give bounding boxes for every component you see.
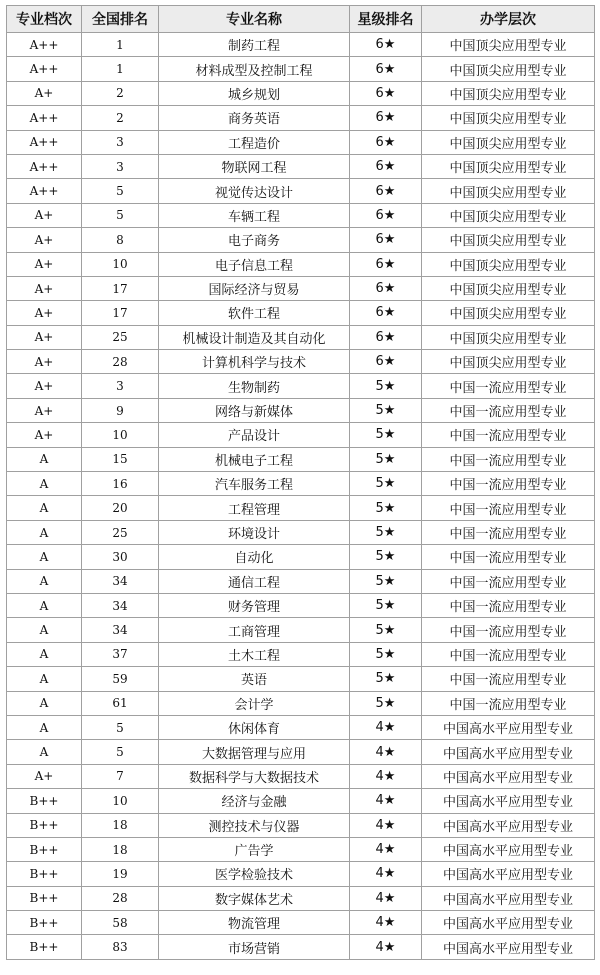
cell-level: 中国一流应用型专业	[422, 569, 595, 593]
cell-star-rank: 6★	[350, 350, 422, 374]
table-row	[7, 325, 595, 349]
table-row	[7, 179, 595, 203]
cell-major-name: 物联网工程	[159, 154, 350, 178]
cell-star-rank: 5★	[350, 520, 422, 544]
cell-major-name: 机械设计制造及其自动化	[159, 325, 350, 349]
header-level: 办学层次	[422, 6, 595, 33]
cell-major-name: 英语	[159, 667, 350, 691]
cell-star-rank: 4★	[350, 813, 422, 837]
table-row	[7, 691, 595, 715]
cell-national-rank: 25	[82, 325, 159, 349]
cell-national-rank: 28	[82, 350, 159, 374]
table-row	[7, 618, 595, 642]
cell-star-rank: 6★	[350, 57, 422, 81]
cell-level: 中国高水平应用型专业	[422, 886, 595, 910]
cell-national-rank: 28	[82, 886, 159, 910]
cell-major-name: 视觉传达设计	[159, 179, 350, 203]
cell-level: 中国高水平应用型专业	[422, 764, 595, 788]
cell-major-name: 汽车服务工程	[159, 472, 350, 496]
cell-national-rank: 34	[82, 593, 159, 617]
cell-grade: A+	[7, 203, 82, 227]
cell-national-rank: 5	[82, 740, 159, 764]
cell-star-rank: 5★	[350, 398, 422, 422]
cell-major-name: 材料成型及控制工程	[159, 57, 350, 81]
table-row	[7, 398, 595, 422]
cell-major-name: 工程管理	[159, 496, 350, 520]
cell-national-rank: 83	[82, 935, 159, 959]
cell-national-rank: 61	[82, 691, 159, 715]
cell-national-rank: 20	[82, 496, 159, 520]
cell-major-name: 产品设计	[159, 423, 350, 447]
cell-grade: A+	[7, 276, 82, 300]
cell-national-rank: 58	[82, 911, 159, 935]
cell-level: 中国高水平应用型专业	[422, 740, 595, 764]
table-row	[7, 374, 595, 398]
cell-grade: A+	[7, 325, 82, 349]
table-row	[7, 813, 595, 837]
table-row	[7, 57, 595, 81]
cell-star-rank: 4★	[350, 740, 422, 764]
cell-level: 中国顶尖应用型专业	[422, 203, 595, 227]
cell-star-rank: 4★	[350, 862, 422, 886]
cell-grade: B++	[7, 837, 82, 861]
cell-level: 中国一流应用型专业	[422, 618, 595, 642]
cell-level: 中国高水平应用型专业	[422, 813, 595, 837]
cell-star-rank: 5★	[350, 423, 422, 447]
cell-major-name: 通信工程	[159, 569, 350, 593]
cell-level: 中国高水平应用型专业	[422, 862, 595, 886]
cell-national-rank: 10	[82, 423, 159, 447]
cell-star-rank: 5★	[350, 496, 422, 520]
table-header-row	[7, 6, 595, 33]
table-row	[7, 593, 595, 617]
cell-grade: A	[7, 545, 82, 569]
table-row	[7, 862, 595, 886]
cell-grade: A	[7, 667, 82, 691]
cell-major-name: 市场营销	[159, 935, 350, 959]
cell-level: 中国一流应用型专业	[422, 398, 595, 422]
cell-major-name: 城乡规划	[159, 81, 350, 105]
cell-grade: A	[7, 715, 82, 739]
header-grade: 专业档次	[7, 6, 82, 33]
cell-major-name: 数字媒体艺术	[159, 886, 350, 910]
cell-major-name: 制药工程	[159, 33, 350, 57]
cell-major-name: 数据科学与大数据技术	[159, 764, 350, 788]
cell-level: 中国顶尖应用型专业	[422, 252, 595, 276]
cell-star-rank: 6★	[350, 276, 422, 300]
table-row	[7, 569, 595, 593]
cell-major-name: 工商管理	[159, 618, 350, 642]
cell-national-rank: 10	[82, 252, 159, 276]
cell-level: 中国顶尖应用型专业	[422, 228, 595, 252]
cell-grade: A++	[7, 57, 82, 81]
table-row	[7, 301, 595, 325]
table-row	[7, 81, 595, 105]
table-row	[7, 252, 595, 276]
major-ranking-table	[6, 5, 595, 960]
cell-grade: B++	[7, 813, 82, 837]
header-major-name: 专业名称	[159, 6, 350, 33]
table-row	[7, 886, 595, 910]
table-row	[7, 228, 595, 252]
cell-grade: A+	[7, 81, 82, 105]
cell-level: 中国顶尖应用型专业	[422, 33, 595, 57]
cell-major-name: 电子商务	[159, 228, 350, 252]
cell-level: 中国一流应用型专业	[422, 374, 595, 398]
table-row	[7, 106, 595, 130]
cell-star-rank: 5★	[350, 618, 422, 642]
cell-star-rank: 5★	[350, 472, 422, 496]
cell-star-rank: 4★	[350, 911, 422, 935]
cell-star-rank: 6★	[350, 228, 422, 252]
table-row	[7, 740, 595, 764]
cell-level: 中国一流应用型专业	[422, 496, 595, 520]
cell-grade: A	[7, 520, 82, 544]
cell-level: 中国一流应用型专业	[422, 642, 595, 666]
cell-major-name: 会计学	[159, 691, 350, 715]
cell-major-name: 计算机科学与技术	[159, 350, 350, 374]
cell-level: 中国高水平应用型专业	[422, 935, 595, 959]
cell-grade: A	[7, 447, 82, 471]
cell-major-name: 大数据管理与应用	[159, 740, 350, 764]
table-row	[7, 545, 595, 569]
cell-level: 中国一流应用型专业	[422, 545, 595, 569]
cell-national-rank: 10	[82, 789, 159, 813]
cell-star-rank: 5★	[350, 642, 422, 666]
cell-level: 中国高水平应用型专业	[422, 789, 595, 813]
cell-national-rank: 3	[82, 154, 159, 178]
cell-major-name: 测控技术与仪器	[159, 813, 350, 837]
cell-major-name: 自动化	[159, 545, 350, 569]
cell-level: 中国一流应用型专业	[422, 691, 595, 715]
cell-national-rank: 19	[82, 862, 159, 886]
cell-major-name: 财务管理	[159, 593, 350, 617]
cell-national-rank: 18	[82, 837, 159, 861]
cell-major-name: 软件工程	[159, 301, 350, 325]
cell-national-rank: 17	[82, 301, 159, 325]
cell-national-rank: 1	[82, 57, 159, 81]
cell-level: 中国一流应用型专业	[422, 423, 595, 447]
cell-star-rank: 5★	[350, 545, 422, 569]
cell-grade: A+	[7, 398, 82, 422]
cell-major-name: 国际经济与贸易	[159, 276, 350, 300]
cell-level: 中国高水平应用型专业	[422, 911, 595, 935]
cell-national-rank: 16	[82, 472, 159, 496]
cell-level: 中国高水平应用型专业	[422, 837, 595, 861]
cell-level: 中国顶尖应用型专业	[422, 154, 595, 178]
cell-level: 中国顶尖应用型专业	[422, 130, 595, 154]
cell-grade: A	[7, 569, 82, 593]
cell-national-rank: 18	[82, 813, 159, 837]
cell-grade: A	[7, 593, 82, 617]
cell-grade: A	[7, 472, 82, 496]
cell-star-rank: 4★	[350, 789, 422, 813]
table-row	[7, 911, 595, 935]
cell-national-rank: 3	[82, 374, 159, 398]
cell-national-rank: 5	[82, 203, 159, 227]
table-row	[7, 130, 595, 154]
cell-grade: A+	[7, 374, 82, 398]
table-row	[7, 276, 595, 300]
cell-star-rank: 4★	[350, 715, 422, 739]
cell-star-rank: 6★	[350, 106, 422, 130]
cell-level: 中国一流应用型专业	[422, 593, 595, 617]
cell-star-rank: 6★	[350, 154, 422, 178]
header-national-rank: 全国排名	[82, 6, 159, 33]
cell-star-rank: 6★	[350, 179, 422, 203]
cell-national-rank: 30	[82, 545, 159, 569]
cell-grade: B++	[7, 911, 82, 935]
cell-national-rank: 9	[82, 398, 159, 422]
cell-national-rank: 17	[82, 276, 159, 300]
cell-grade: A+	[7, 350, 82, 374]
cell-level: 中国顶尖应用型专业	[422, 301, 595, 325]
cell-star-rank: 5★	[350, 569, 422, 593]
cell-major-name: 土木工程	[159, 642, 350, 666]
cell-major-name: 医学检验技术	[159, 862, 350, 886]
cell-grade: B++	[7, 789, 82, 813]
cell-grade: A	[7, 642, 82, 666]
cell-grade: A+	[7, 423, 82, 447]
cell-major-name: 网络与新媒体	[159, 398, 350, 422]
table-row	[7, 472, 595, 496]
cell-grade: A+	[7, 228, 82, 252]
ranking-table-container	[6, 5, 594, 960]
table-row	[7, 350, 595, 374]
cell-grade: A	[7, 618, 82, 642]
header-star-rank: 星级排名	[350, 6, 422, 33]
cell-grade: A++	[7, 106, 82, 130]
cell-star-rank: 5★	[350, 593, 422, 617]
table-row	[7, 837, 595, 861]
cell-major-name: 车辆工程	[159, 203, 350, 227]
cell-grade: A	[7, 496, 82, 520]
cell-star-rank: 5★	[350, 667, 422, 691]
cell-level: 中国一流应用型专业	[422, 447, 595, 471]
cell-national-rank: 15	[82, 447, 159, 471]
table-row	[7, 447, 595, 471]
cell-star-rank: 4★	[350, 886, 422, 910]
cell-level: 中国顶尖应用型专业	[422, 179, 595, 203]
cell-major-name: 商务英语	[159, 106, 350, 130]
table-row	[7, 203, 595, 227]
table-row	[7, 33, 595, 57]
table-row	[7, 520, 595, 544]
cell-major-name: 电子信息工程	[159, 252, 350, 276]
cell-major-name: 生物制药	[159, 374, 350, 398]
cell-national-rank: 34	[82, 569, 159, 593]
cell-level: 中国顶尖应用型专业	[422, 350, 595, 374]
cell-level: 中国一流应用型专业	[422, 667, 595, 691]
cell-major-name: 广告学	[159, 837, 350, 861]
cell-grade: A++	[7, 130, 82, 154]
cell-level: 中国高水平应用型专业	[422, 715, 595, 739]
cell-grade: A+	[7, 301, 82, 325]
cell-grade: A++	[7, 33, 82, 57]
cell-star-rank: 6★	[350, 301, 422, 325]
cell-level: 中国顶尖应用型专业	[422, 276, 595, 300]
cell-national-rank: 37	[82, 642, 159, 666]
cell-major-name: 休闲体育	[159, 715, 350, 739]
cell-national-rank: 34	[82, 618, 159, 642]
cell-level: 中国顶尖应用型专业	[422, 325, 595, 349]
cell-star-rank: 4★	[350, 764, 422, 788]
cell-major-name: 环境设计	[159, 520, 350, 544]
table-row	[7, 423, 595, 447]
cell-grade: B++	[7, 862, 82, 886]
cell-star-rank: 4★	[350, 935, 422, 959]
cell-grade: B++	[7, 886, 82, 910]
cell-national-rank: 8	[82, 228, 159, 252]
table-row	[7, 789, 595, 813]
table-row	[7, 764, 595, 788]
cell-star-rank: 6★	[350, 252, 422, 276]
cell-star-rank: 5★	[350, 447, 422, 471]
cell-major-name: 经济与金融	[159, 789, 350, 813]
cell-national-rank: 2	[82, 81, 159, 105]
table-row	[7, 154, 595, 178]
cell-grade: A+	[7, 764, 82, 788]
cell-national-rank: 59	[82, 667, 159, 691]
cell-grade: A	[7, 740, 82, 764]
cell-star-rank: 4★	[350, 837, 422, 861]
cell-grade: B++	[7, 935, 82, 959]
table-row	[7, 642, 595, 666]
cell-level: 中国顶尖应用型专业	[422, 106, 595, 130]
cell-grade: A++	[7, 179, 82, 203]
cell-national-rank: 5	[82, 715, 159, 739]
table-row	[7, 715, 595, 739]
cell-star-rank: 5★	[350, 691, 422, 715]
cell-major-name: 机械电子工程	[159, 447, 350, 471]
table-row	[7, 935, 595, 959]
cell-star-rank: 6★	[350, 325, 422, 349]
table-row	[7, 496, 595, 520]
cell-level: 中国顶尖应用型专业	[422, 81, 595, 105]
cell-grade: A	[7, 691, 82, 715]
cell-level: 中国顶尖应用型专业	[422, 57, 595, 81]
cell-star-rank: 6★	[350, 33, 422, 57]
cell-star-rank: 6★	[350, 203, 422, 227]
cell-national-rank: 2	[82, 106, 159, 130]
cell-grade: A++	[7, 154, 82, 178]
cell-level: 中国一流应用型专业	[422, 520, 595, 544]
cell-level: 中国一流应用型专业	[422, 472, 595, 496]
table-row	[7, 667, 595, 691]
cell-grade: A+	[7, 252, 82, 276]
cell-national-rank: 7	[82, 764, 159, 788]
cell-star-rank: 5★	[350, 374, 422, 398]
cell-national-rank: 3	[82, 130, 159, 154]
cell-national-rank: 25	[82, 520, 159, 544]
cell-national-rank: 5	[82, 179, 159, 203]
cell-major-name: 工程造价	[159, 130, 350, 154]
cell-star-rank: 6★	[350, 81, 422, 105]
cell-major-name: 物流管理	[159, 911, 350, 935]
cell-star-rank: 6★	[350, 130, 422, 154]
cell-national-rank: 1	[82, 33, 159, 57]
